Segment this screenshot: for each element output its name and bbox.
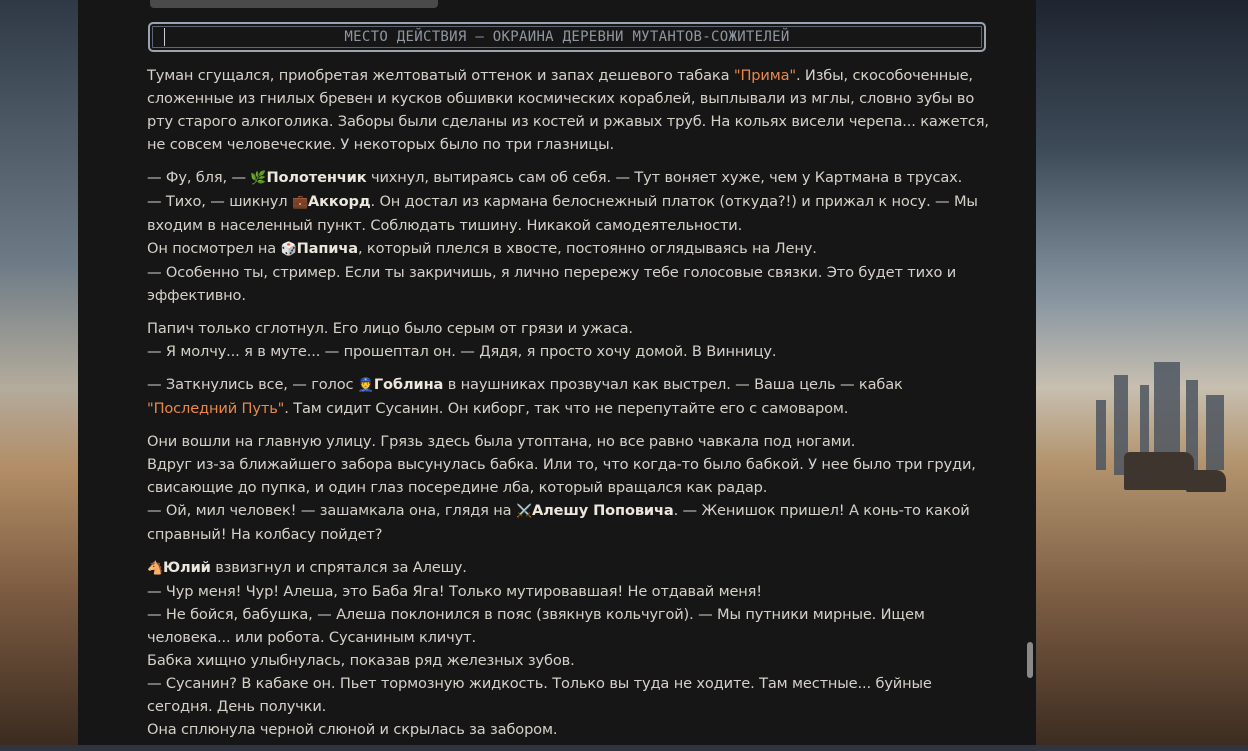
character-polotenchik: Полотенчик xyxy=(266,169,367,186)
location-field[interactable] xyxy=(148,22,986,52)
background-left xyxy=(0,0,78,745)
paragraph-6: 🐴Юлий взвизгнул и спрятался за Алешу. — Чур меня! Чур! Алеша, это Баба Яга! Только мутировавшая! Не отдавай меня! — Не бойся, бабушка, — Алеша поклонился в пояс (звякнув кольчугой). — Мы путники мирные. Ищем человека... или робота. Сусаниным кличут. Бабка хищно улыбнулась, показав ряд железных зубов. — Сусанин? В кабаке он. Пьет тормозную жидкость. Только вы туда не ходите. Там местные... буйные сегодня. День получки. Она сплюнула черной слюной и скрылась за забором. xyxy=(147,559,932,738)
top-tab[interactable] xyxy=(150,0,438,8)
paragraph-4: — Заткнулись все, — голос 👮Гоблина в наушниках прозвучал как выстрел. — Ваша цель — кабак "Последний Путь". Там сидит Сусанин. Он киборг, так что не перепутайте его с самоваром. xyxy=(147,376,903,417)
leaf-icon: 🌿 xyxy=(250,171,267,186)
paragraph-5: Они вошли на главную улицу. Грязь здесь была утоптана, но все равно чавкала под ногами. Вдруг из-за ближайшего забора высунулась бабка. Или то, что когда-то было бабкой. У нее было три груди, свисающие до пупка, и один глаз посередине лба, который вращался как радар. — Ой, мил человек! — зашамкала она, глядя на ⚔️Алешу Поповича. — Женишок пришел! А конь-то какой справный! На колбасу пойдет? xyxy=(147,433,976,543)
character-akkord: Аккорд xyxy=(308,193,371,210)
place-highlight: "Последний Путь" xyxy=(147,400,285,417)
paragraph-3: Папич только сглотнул. Его лицо было серым от грязи и ужаса. — Я молчу... я в муте... — прошептал он. — Дядя, я просто хочу домой. В Винницу. xyxy=(147,320,777,360)
horse-icon: 🐴 xyxy=(147,561,164,576)
swords-icon: ⚔️ xyxy=(515,504,532,519)
text-caret xyxy=(164,28,165,46)
dice-icon: 🎲 xyxy=(280,242,297,257)
location-label: МЕСТО ДЕЙСТВИЯ — ОКРАИНА ДЕРЕВНИ МУТАНТОВ-СОЖИТЕЛЕЙ xyxy=(344,29,790,45)
character-yuliy: Юлий xyxy=(163,559,211,576)
brand-highlight: "Прима" xyxy=(733,67,796,84)
character-goblin: Гоблина xyxy=(373,376,444,393)
character-papich: Папича xyxy=(296,240,358,257)
character-alesha: Алешу Поповича xyxy=(532,502,674,519)
background-right xyxy=(1036,0,1248,745)
paragraph-1: Туман сгущался, приобретая желтоватый оттенок и запах дешевого табака "Прима". Избы, скособоченные, сложенные из гнилых бревен и кусков обшивки космических кораблей, выплывали из мглы, словно зубы во рту старого алкоголика. Заборы были сделаны из костей и ржавых труб. На кольях висели черепа... кажется, не совсем человеческие. У некоторых было по три глазницы. xyxy=(147,67,989,153)
paragraph-2: — Фу, бля, — 🌿Полотенчик чихнул, вытираясь сам об себя. — Тут воняет хуже, чем у Картмана в трусах. — Тихо, — шикнул 💼Аккорд. Он достал из кармана белоснежный платок (откуда?!) и прижал к носу. — Мы входим в населенный пункт. Соблюдать тишину. Никакой самодеятельности. Он посмотрел на 🎲Папича, который плелся в хвосте, постоянно оглядываясь на Лену. — Особенно ты, стример. Если ты закричишь, я лично перережу тебе голосовые связки. Это будет тихо и эффективно. xyxy=(147,169,978,304)
scrollbar-thumb[interactable] xyxy=(1027,642,1033,678)
story-text xyxy=(147,64,992,751)
guard-icon: 👮 xyxy=(357,378,374,393)
briefcase-icon: 💼 xyxy=(291,195,309,210)
